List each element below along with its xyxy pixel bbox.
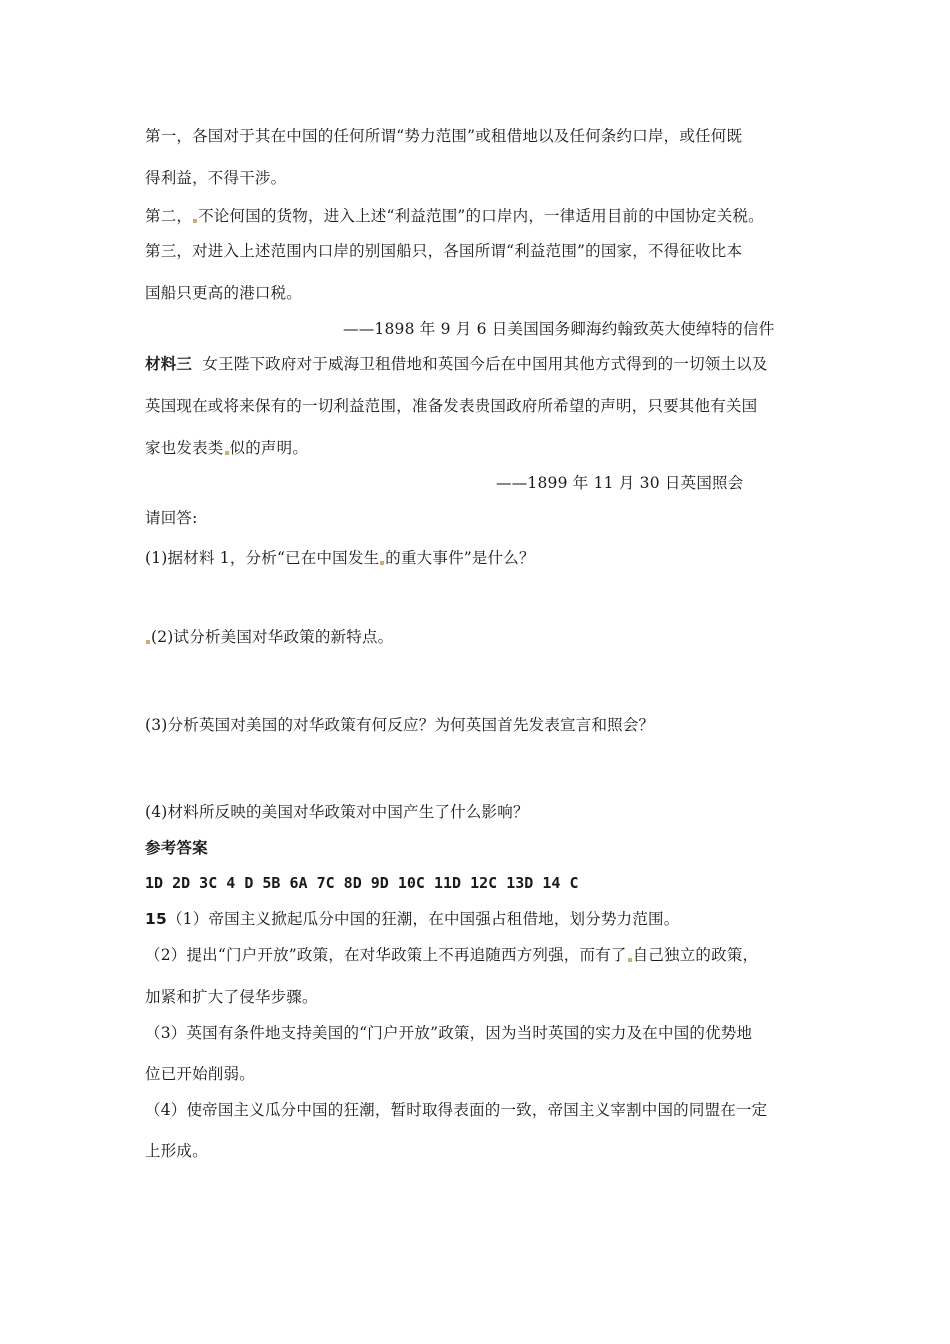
scan-dot-mark	[628, 958, 632, 962]
material3-line3-part2: 似的声明。	[229, 439, 309, 457]
material2-point2	[145, 206, 764, 226]
answer-15-3-line1: （3）英国有条件地支持美国的“门户开放”政策，因为当时英国的实力及在中国的优势地	[145, 1024, 753, 1042]
material3-line3-part1: 家也发表类	[145, 439, 224, 457]
question-1-part1: (1)据材料 1，分析“已在中国发生	[145, 549, 380, 567]
answer-15-2-part2: 自己独立的政策，	[632, 946, 759, 964]
question-1-part2: 的重大事件”是什么？	[385, 549, 535, 567]
scan-dot-mark	[146, 640, 150, 644]
question-2	[145, 627, 393, 647]
answers-choices: 1D 2D 3C 4 D 5B 6A 7C 8D 9D 10C 11D 12C 13D 14 C	[145, 874, 579, 892]
material3-line3	[145, 438, 308, 458]
answer-15-1-text: （1）帝国主义掀起瓜分中国的狂潮，在中国强占租借地，划分势力范围。	[166, 910, 680, 928]
answer-15-2-line2: 加紧和扩大了侵华步骤。	[145, 988, 318, 1006]
material2-point1-line1: 第一，各国对于其在中国的任何所谓“势力范围”或租借地以及任何条约口岸，或任何既	[145, 127, 743, 145]
question-4: (4)材料所反映的美国对华政策对中国产生了什么影响？	[145, 803, 529, 821]
material3-label: 材料三	[145, 355, 193, 373]
material3-text-line1: 女王陛下政府对于威海卫租借地和英国今后在中国用其他方式得到的一切领土以及	[202, 355, 768, 373]
question-3: (3)分析英国对美国的对华政策有何反应？为何英国首先发表宣言和照会？	[145, 716, 655, 734]
answer-15-1	[145, 909, 679, 929]
material2-source: ——1898 年 9 月 6 日美国国务卿海约翰致英大使绰特的信件	[343, 320, 775, 338]
material2-point3-line2: 国船只更高的港口税。	[145, 284, 303, 302]
material2-point3-line1: 第三，对进入上述范围内口岸的别国船只，各国所谓“利益范围”的国家，不得征收比本	[145, 242, 743, 260]
scan-dot-mark	[225, 451, 229, 455]
question-2-text: (2)试分析美国对华政策的新特点。	[151, 628, 394, 646]
answer-15-2-line1	[145, 945, 758, 965]
material2-point2-prefix: 第二，	[145, 207, 193, 225]
answer-15-number: 15	[145, 910, 167, 928]
answer-15-3-line2: 位已开始削弱。	[145, 1065, 255, 1083]
answer-15-2-part1: （2）提出“门户开放”政策，在对华政策上不再追随西方列强，而有了	[145, 946, 627, 964]
scan-dot-mark	[380, 561, 384, 565]
material3-line2: 英国现在或将来保有的一切利益范围，准备发表贵国政府所希望的声明，只要其他有关国	[145, 397, 758, 415]
answer-15-4-line2: 上形成。	[145, 1142, 208, 1160]
questions-intro: 请回答:	[145, 509, 198, 527]
question-1	[145, 548, 535, 568]
answer-15-4-line1: （4）使帝国主义瓜分中国的狂潮，暂时取得表面的一致，帝国主义宰割中国的同盟在一定	[145, 1101, 768, 1119]
answers-heading: 参考答案	[145, 839, 208, 857]
scan-dot-mark	[193, 219, 197, 223]
material2-point1-line2: 得利益，不得干涉。	[145, 169, 287, 187]
material2-point2-text: 不论何国的货物，进入上述“利益范围”的口岸内，一律适用目前的中国协定关税。	[198, 207, 764, 225]
material3-source: ——1899 年 11 月 30 日英国照会	[496, 474, 744, 492]
material3-line1	[145, 354, 768, 374]
